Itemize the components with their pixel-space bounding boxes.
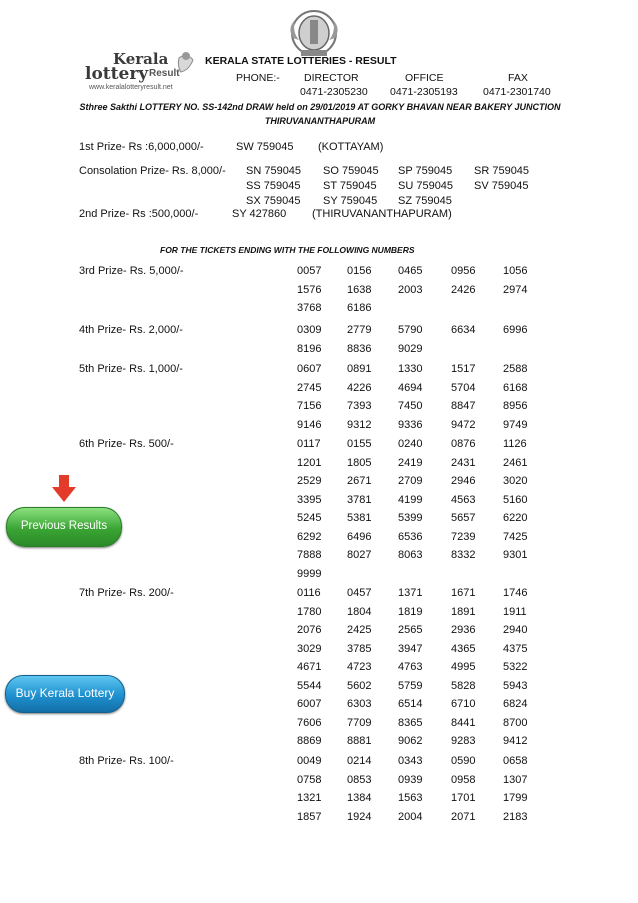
logo-text-kerala: Kerala xyxy=(113,50,169,68)
winning-number: 2003 xyxy=(398,283,423,296)
winning-number: 4199 xyxy=(398,493,423,506)
winning-number: 1804 xyxy=(347,605,372,618)
winning-number: 2004 xyxy=(398,810,423,823)
winning-number: 8027 xyxy=(347,549,372,561)
consolation-ticket: SN 759045 xyxy=(246,165,302,177)
winning-number: 9749 xyxy=(503,418,528,431)
winning-number: 7425 xyxy=(503,530,528,543)
winning-number: 1857 xyxy=(297,810,322,823)
winning-number: 0049 xyxy=(297,755,322,767)
winning-number: 6536 xyxy=(398,530,423,543)
winning-number: 1805 xyxy=(347,456,372,469)
for-tickets-heading: FOR THE TICKETS ENDING WITH THE FOLLOWING NUMBERS xyxy=(160,245,415,255)
winning-number: 8196 xyxy=(297,342,322,355)
winning-number: 0758 xyxy=(297,773,322,786)
first-prize-place: (KOTTAYAM) xyxy=(318,141,384,153)
prize-label: 6th Prize- Rs. 500/- xyxy=(79,438,174,450)
consolation-ticket: SR 759045 xyxy=(474,165,530,177)
winning-number: 5245 xyxy=(297,512,322,524)
consolation-ticket: SV 759045 xyxy=(474,180,529,192)
winning-number: 1201 xyxy=(297,456,322,469)
draw-info: Sthree Sakthi LOTTERY NO. SS-142nd DRAW held on 29/01/2019 AT GORKY BHAVAN NEAR BAKERY JUNCTION THIRUVANANTHAPURAM xyxy=(79,102,561,126)
winning-number: 4694 xyxy=(398,381,423,394)
winning-number: 9301 xyxy=(503,549,528,561)
winning-number: 1638 xyxy=(347,283,372,296)
winning-number: 5704 xyxy=(451,381,476,394)
winning-number: 0343 xyxy=(398,755,423,767)
winning-number: 2529 xyxy=(297,475,322,487)
logo-text-lottery: lottery xyxy=(85,64,149,84)
second-prize-place: (THIRUVANANTHAPURAM) xyxy=(312,208,452,220)
winning-number: 4226 xyxy=(347,381,372,394)
first-prize-label: 1st Prize- Rs :6,000,000/- xyxy=(79,141,204,153)
winning-number: 8869 xyxy=(297,735,322,747)
winning-number: 2565 xyxy=(398,624,423,636)
winning-number: 8332 xyxy=(451,549,476,561)
winning-number: 6634 xyxy=(451,324,476,336)
phone-label: PHONE:- xyxy=(236,72,280,84)
prize-label: 4th Prize- Rs. 2,000/- xyxy=(79,324,183,336)
winning-number: 8847 xyxy=(451,400,476,412)
logo-text-result: Result xyxy=(149,68,180,79)
prize-label: 7th Prize- Rs. 200/- xyxy=(79,587,174,599)
winning-number: 5160 xyxy=(503,493,528,506)
winning-number: 2431 xyxy=(451,456,476,469)
winning-number: 0155 xyxy=(347,438,372,450)
winning-number: 2779 xyxy=(347,324,372,336)
winning-number: 5381 xyxy=(347,512,372,524)
second-prize-label: 2nd Prize- Rs :500,000/- xyxy=(79,208,199,220)
winning-number: 3020 xyxy=(503,475,528,487)
winning-number: 7393 xyxy=(347,400,372,412)
consolation-ticket: ST 759045 xyxy=(323,180,377,192)
winning-number: 5790 xyxy=(398,324,423,336)
winning-number: 5828 xyxy=(451,679,476,692)
winning-number: 5322 xyxy=(503,661,528,673)
kerala-lottery-result-logo xyxy=(83,50,201,96)
winning-number: 2071 xyxy=(451,810,476,823)
winning-number: 4995 xyxy=(451,661,476,673)
previous-results-button[interactable]: Previous Results xyxy=(6,507,122,547)
winning-number: 0658 xyxy=(503,755,528,767)
consolation-ticket: SY 759045 xyxy=(323,195,378,207)
winning-number: 8881 xyxy=(347,735,372,747)
winning-number: 2709 xyxy=(398,475,423,487)
winning-number: 2419 xyxy=(398,456,423,469)
winning-number: 0214 xyxy=(347,755,372,767)
winning-number: 1307 xyxy=(503,773,528,786)
winning-number: 9062 xyxy=(398,735,423,747)
consolation-ticket: SO 759045 xyxy=(323,165,379,177)
kerala-emblem-icon xyxy=(283,8,345,58)
winning-number: 4365 xyxy=(451,642,476,655)
winning-number: 2183 xyxy=(503,810,528,823)
winning-number: 2974 xyxy=(503,283,528,296)
winning-number: 6220 xyxy=(503,512,528,524)
winning-number: 6710 xyxy=(451,698,476,710)
winning-number: 1701 xyxy=(451,792,476,804)
winning-number: 8365 xyxy=(398,716,423,729)
winning-number: 1517 xyxy=(451,363,476,375)
winning-number: 2940 xyxy=(503,624,528,636)
winning-number: 8441 xyxy=(451,716,476,729)
consolation-ticket: SX 759045 xyxy=(246,195,301,207)
winning-number: 0939 xyxy=(398,773,423,786)
winning-number: 0240 xyxy=(398,438,423,450)
prize-label: 8th Prize- Rs. 100/- xyxy=(79,755,174,767)
winning-number: 1056 xyxy=(503,265,528,277)
winning-number: 6292 xyxy=(297,530,322,543)
consolation-ticket: SU 759045 xyxy=(398,180,454,192)
winning-number: 1924 xyxy=(347,810,372,823)
winning-number: 0116 xyxy=(297,587,321,599)
winning-number: 6824 xyxy=(503,698,528,710)
winning-number: 9312 xyxy=(347,418,372,431)
winning-number: 4671 xyxy=(297,661,322,673)
prize-label: 3rd Prize- Rs. 5,000/- xyxy=(79,265,184,277)
winning-number: 1126 xyxy=(503,438,527,450)
page-title: KERALA STATE LOTTERIES - RESULT xyxy=(205,55,397,67)
winning-number: 8700 xyxy=(503,716,528,729)
winning-number: 0891 xyxy=(347,363,372,375)
winning-number: 1330 xyxy=(398,363,423,375)
winning-number: 4723 xyxy=(347,661,372,673)
winning-number: 0607 xyxy=(297,363,322,375)
winning-number: 0853 xyxy=(347,773,372,786)
winning-number: 2426 xyxy=(451,283,476,296)
winning-number: 3395 xyxy=(297,493,322,506)
winning-number: 1799 xyxy=(503,792,528,804)
winning-number: 7606 xyxy=(297,716,322,729)
winning-number: 1371 xyxy=(398,587,423,599)
winning-number: 8063 xyxy=(398,549,423,561)
winning-number: 9283 xyxy=(451,735,476,747)
winning-number: 5759 xyxy=(398,679,423,692)
winning-number: 9999 xyxy=(297,567,322,580)
winning-number: 6303 xyxy=(347,698,372,710)
winning-number: 1563 xyxy=(398,792,423,804)
winning-number: 3947 xyxy=(398,642,423,655)
winning-number: 9472 xyxy=(451,418,476,431)
winning-number: 2671 xyxy=(347,475,372,487)
winning-number: 3781 xyxy=(347,493,372,506)
consolation-prize-label: Consolation Prize- Rs. 8,000/- xyxy=(79,165,226,177)
winning-number: 4563 xyxy=(451,493,476,506)
consolation-ticket: SZ 759045 xyxy=(398,195,452,207)
logo-url: www.keralalotteryresult.net xyxy=(89,84,173,91)
winning-number: 7450 xyxy=(398,400,423,412)
winning-number: 9146 xyxy=(297,418,322,431)
winning-number: 0958 xyxy=(451,773,476,786)
winning-number: 0465 xyxy=(398,265,423,277)
winning-number: 3785 xyxy=(347,642,372,655)
winning-number: 2946 xyxy=(451,475,476,487)
winning-number: 1746 xyxy=(503,587,528,599)
winning-number: 1384 xyxy=(347,792,372,804)
winning-number: 2936 xyxy=(451,624,476,636)
fax-number: 0471-2301740 xyxy=(483,86,551,98)
winning-number: 7709 xyxy=(347,716,372,729)
winning-number: 4375 xyxy=(503,642,528,655)
winning-number: 7888 xyxy=(297,549,322,561)
winning-number: 1576 xyxy=(297,283,322,296)
winning-number: 1321 xyxy=(297,792,322,804)
director-number: 0471-2305230 xyxy=(300,86,368,98)
winning-number: 2076 xyxy=(297,624,322,636)
winning-number: 5943 xyxy=(503,679,528,692)
winning-number: 0057 xyxy=(297,265,322,277)
winning-number: 5657 xyxy=(451,512,476,524)
winning-number: 0956 xyxy=(451,265,476,277)
fax-label: FAX xyxy=(508,72,528,84)
winning-number: 4763 xyxy=(398,661,423,673)
winning-number: 9412 xyxy=(503,735,528,747)
winning-number: 2461 xyxy=(503,456,528,469)
consolation-ticket: SP 759045 xyxy=(398,165,453,177)
winning-number: 3768 xyxy=(297,302,322,314)
winning-number: 7239 xyxy=(451,530,476,543)
winning-number: 6186 xyxy=(347,302,372,314)
winning-number: 8956 xyxy=(503,400,528,412)
winning-number: 6168 xyxy=(503,381,528,394)
winning-number: 1671 xyxy=(451,587,476,599)
winning-number: 9336 xyxy=(398,418,423,431)
consolation-ticket: SS 759045 xyxy=(246,180,301,192)
first-prize-ticket: SW 759045 xyxy=(236,141,294,153)
office-label: OFFICE xyxy=(405,72,444,84)
winning-number: 7156 xyxy=(297,400,322,412)
winning-number: 2588 xyxy=(503,363,528,375)
down-arrow-icon xyxy=(52,475,76,502)
winning-number: 8836 xyxy=(347,342,372,355)
second-prize-ticket: SY 427860 xyxy=(232,208,287,220)
winning-number: 0117 xyxy=(297,438,321,450)
winning-number: 6007 xyxy=(297,698,322,710)
winning-number: 5602 xyxy=(347,679,372,692)
buy-kerala-lottery-button[interactable]: Buy Kerala Lottery xyxy=(5,675,125,713)
winning-number: 5399 xyxy=(398,512,423,524)
winning-number: 9029 xyxy=(398,342,423,355)
winning-number: 5544 xyxy=(297,679,322,692)
winning-number: 0590 xyxy=(451,755,476,767)
winning-number: 0457 xyxy=(347,587,372,599)
winning-number: 1911 xyxy=(503,605,527,618)
prize-label: 5th Prize- Rs. 1,000/- xyxy=(79,363,183,375)
winning-number: 3029 xyxy=(297,642,322,655)
winning-number: 6496 xyxy=(347,530,372,543)
winning-number: 0156 xyxy=(347,265,372,277)
director-label: DIRECTOR xyxy=(304,72,359,84)
winning-number: 6514 xyxy=(398,698,423,710)
winning-number: 1891 xyxy=(451,605,476,618)
winning-number: 0309 xyxy=(297,324,322,336)
winning-number: 6996 xyxy=(503,324,528,336)
winning-number: 2745 xyxy=(297,381,322,394)
winning-number: 1780 xyxy=(297,605,322,618)
office-number: 0471-2305193 xyxy=(390,86,458,98)
winning-number: 2425 xyxy=(347,624,372,636)
winning-number: 0876 xyxy=(451,438,476,450)
winning-number: 1819 xyxy=(398,605,423,618)
